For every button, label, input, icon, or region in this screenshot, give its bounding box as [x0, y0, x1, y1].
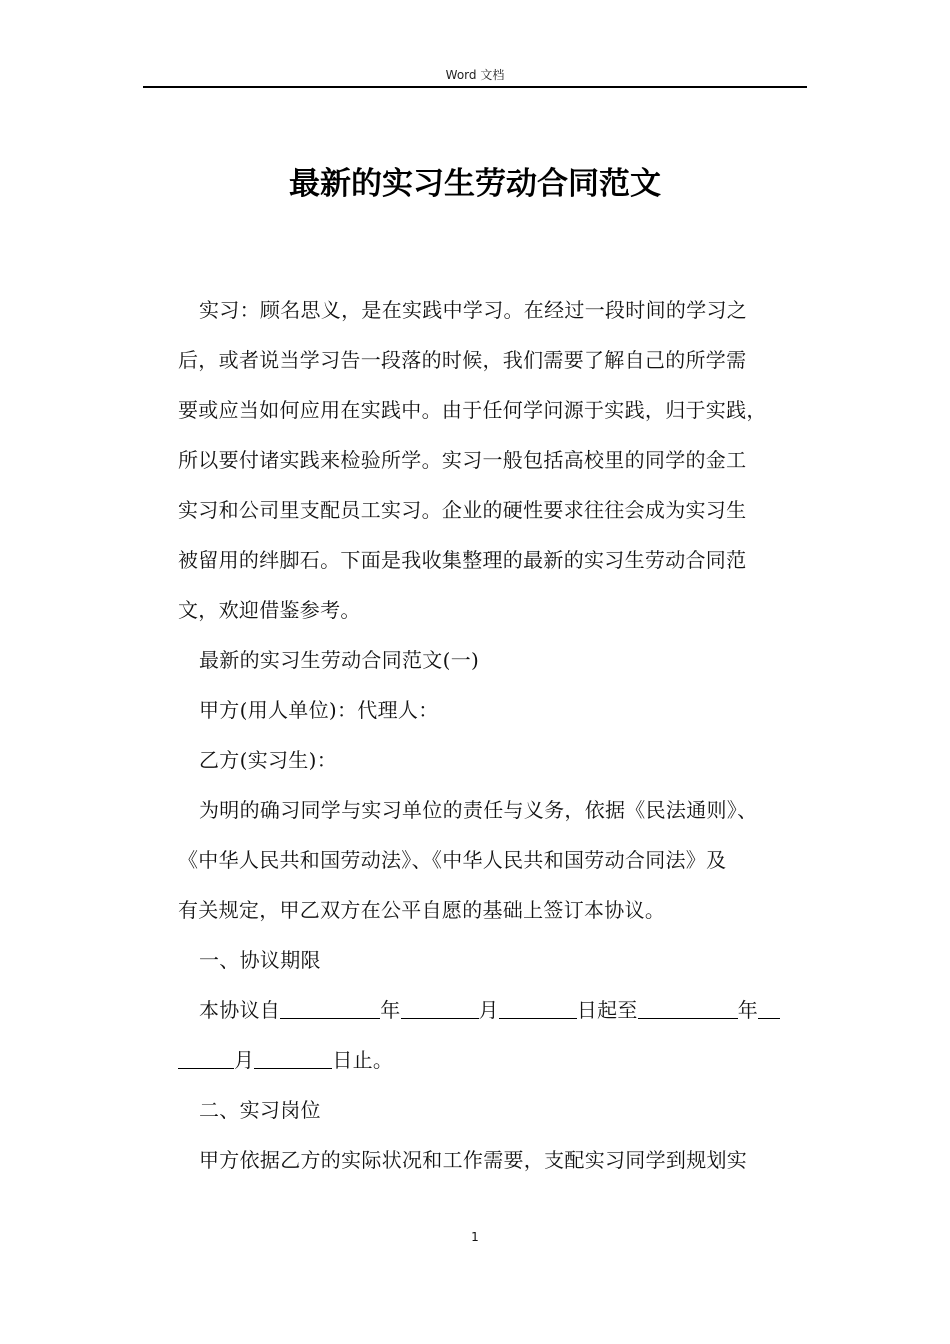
- header-rule: [143, 86, 807, 88]
- page-number: 1: [471, 1230, 479, 1244]
- section-1-heading: 一、协议期限: [199, 948, 321, 972]
- blank-field: [638, 994, 738, 1019]
- document-title: 最新的实习生劳动合同范文: [289, 166, 661, 202]
- blank-field: [499, 994, 577, 1019]
- term-year-1: 年: [380, 998, 401, 1022]
- intro-line: 被留用的绊脚石。下面是我收集整理的最新的实习生劳动合同范: [178, 548, 747, 572]
- preamble-line: 《中华人民共和国劳动法》、《中华人民共和国劳动合同法》及: [178, 848, 727, 872]
- blank-field: [178, 1044, 234, 1069]
- term-line-2: [178, 1041, 814, 1091]
- intro-line: 后，或者说当学习告一段落的时候，我们需要了解自己的所学需: [178, 348, 747, 372]
- party-a-line: 甲方(用人单位)：代理人：: [199, 698, 439, 722]
- term-end: 日止。: [332, 1048, 394, 1072]
- intro-line: 实习：顾名思义，是在实践中学习。在经过一段时间的学习之: [199, 298, 748, 322]
- contract-heading: 最新的实习生劳动合同范文(一): [199, 648, 480, 672]
- blank-field: [758, 994, 780, 1019]
- term-line-1: [178, 991, 814, 1041]
- party-b-line: 乙方(实习生)：: [199, 748, 338, 772]
- preamble-line: 为明的确习同学与实习单位的责任与义务，依据《民法通则》、: [199, 798, 758, 822]
- intro-line: 实习和公司里支配员工实习。企业的硬性要求往往会成为实习生: [178, 498, 747, 522]
- intro-line: 所以要付诸实践来检验所学。实习一般包括高校里的同学的金工: [178, 448, 747, 472]
- section-2-text: 甲方依据乙方的实际状况和工作需要，支配实习同学到规划实: [199, 1148, 748, 1172]
- blank-field: [254, 1044, 332, 1069]
- intro-line: 要或应当如何应用在实践中。由于任何学问源于实践，归于实践，: [178, 398, 767, 422]
- term-day-1: 日起至: [576, 998, 638, 1022]
- term-year-2: 年: [737, 998, 759, 1022]
- term-month-1: 月: [478, 998, 499, 1022]
- term-prefix: 本协议自: [199, 998, 281, 1022]
- page-header: Word 文档: [445, 68, 505, 82]
- preamble-line: 有关规定，甲乙双方在公平自愿的基础上签订本协议。: [178, 898, 666, 922]
- blank-field: [401, 994, 479, 1019]
- document-body: [178, 291, 814, 1191]
- blank-field: [280, 994, 380, 1019]
- intro-line: 文，欢迎借鉴参考。: [178, 598, 361, 622]
- section-2-heading: 二、实习岗位: [199, 1098, 321, 1122]
- term-month-2: 月: [234, 1048, 255, 1072]
